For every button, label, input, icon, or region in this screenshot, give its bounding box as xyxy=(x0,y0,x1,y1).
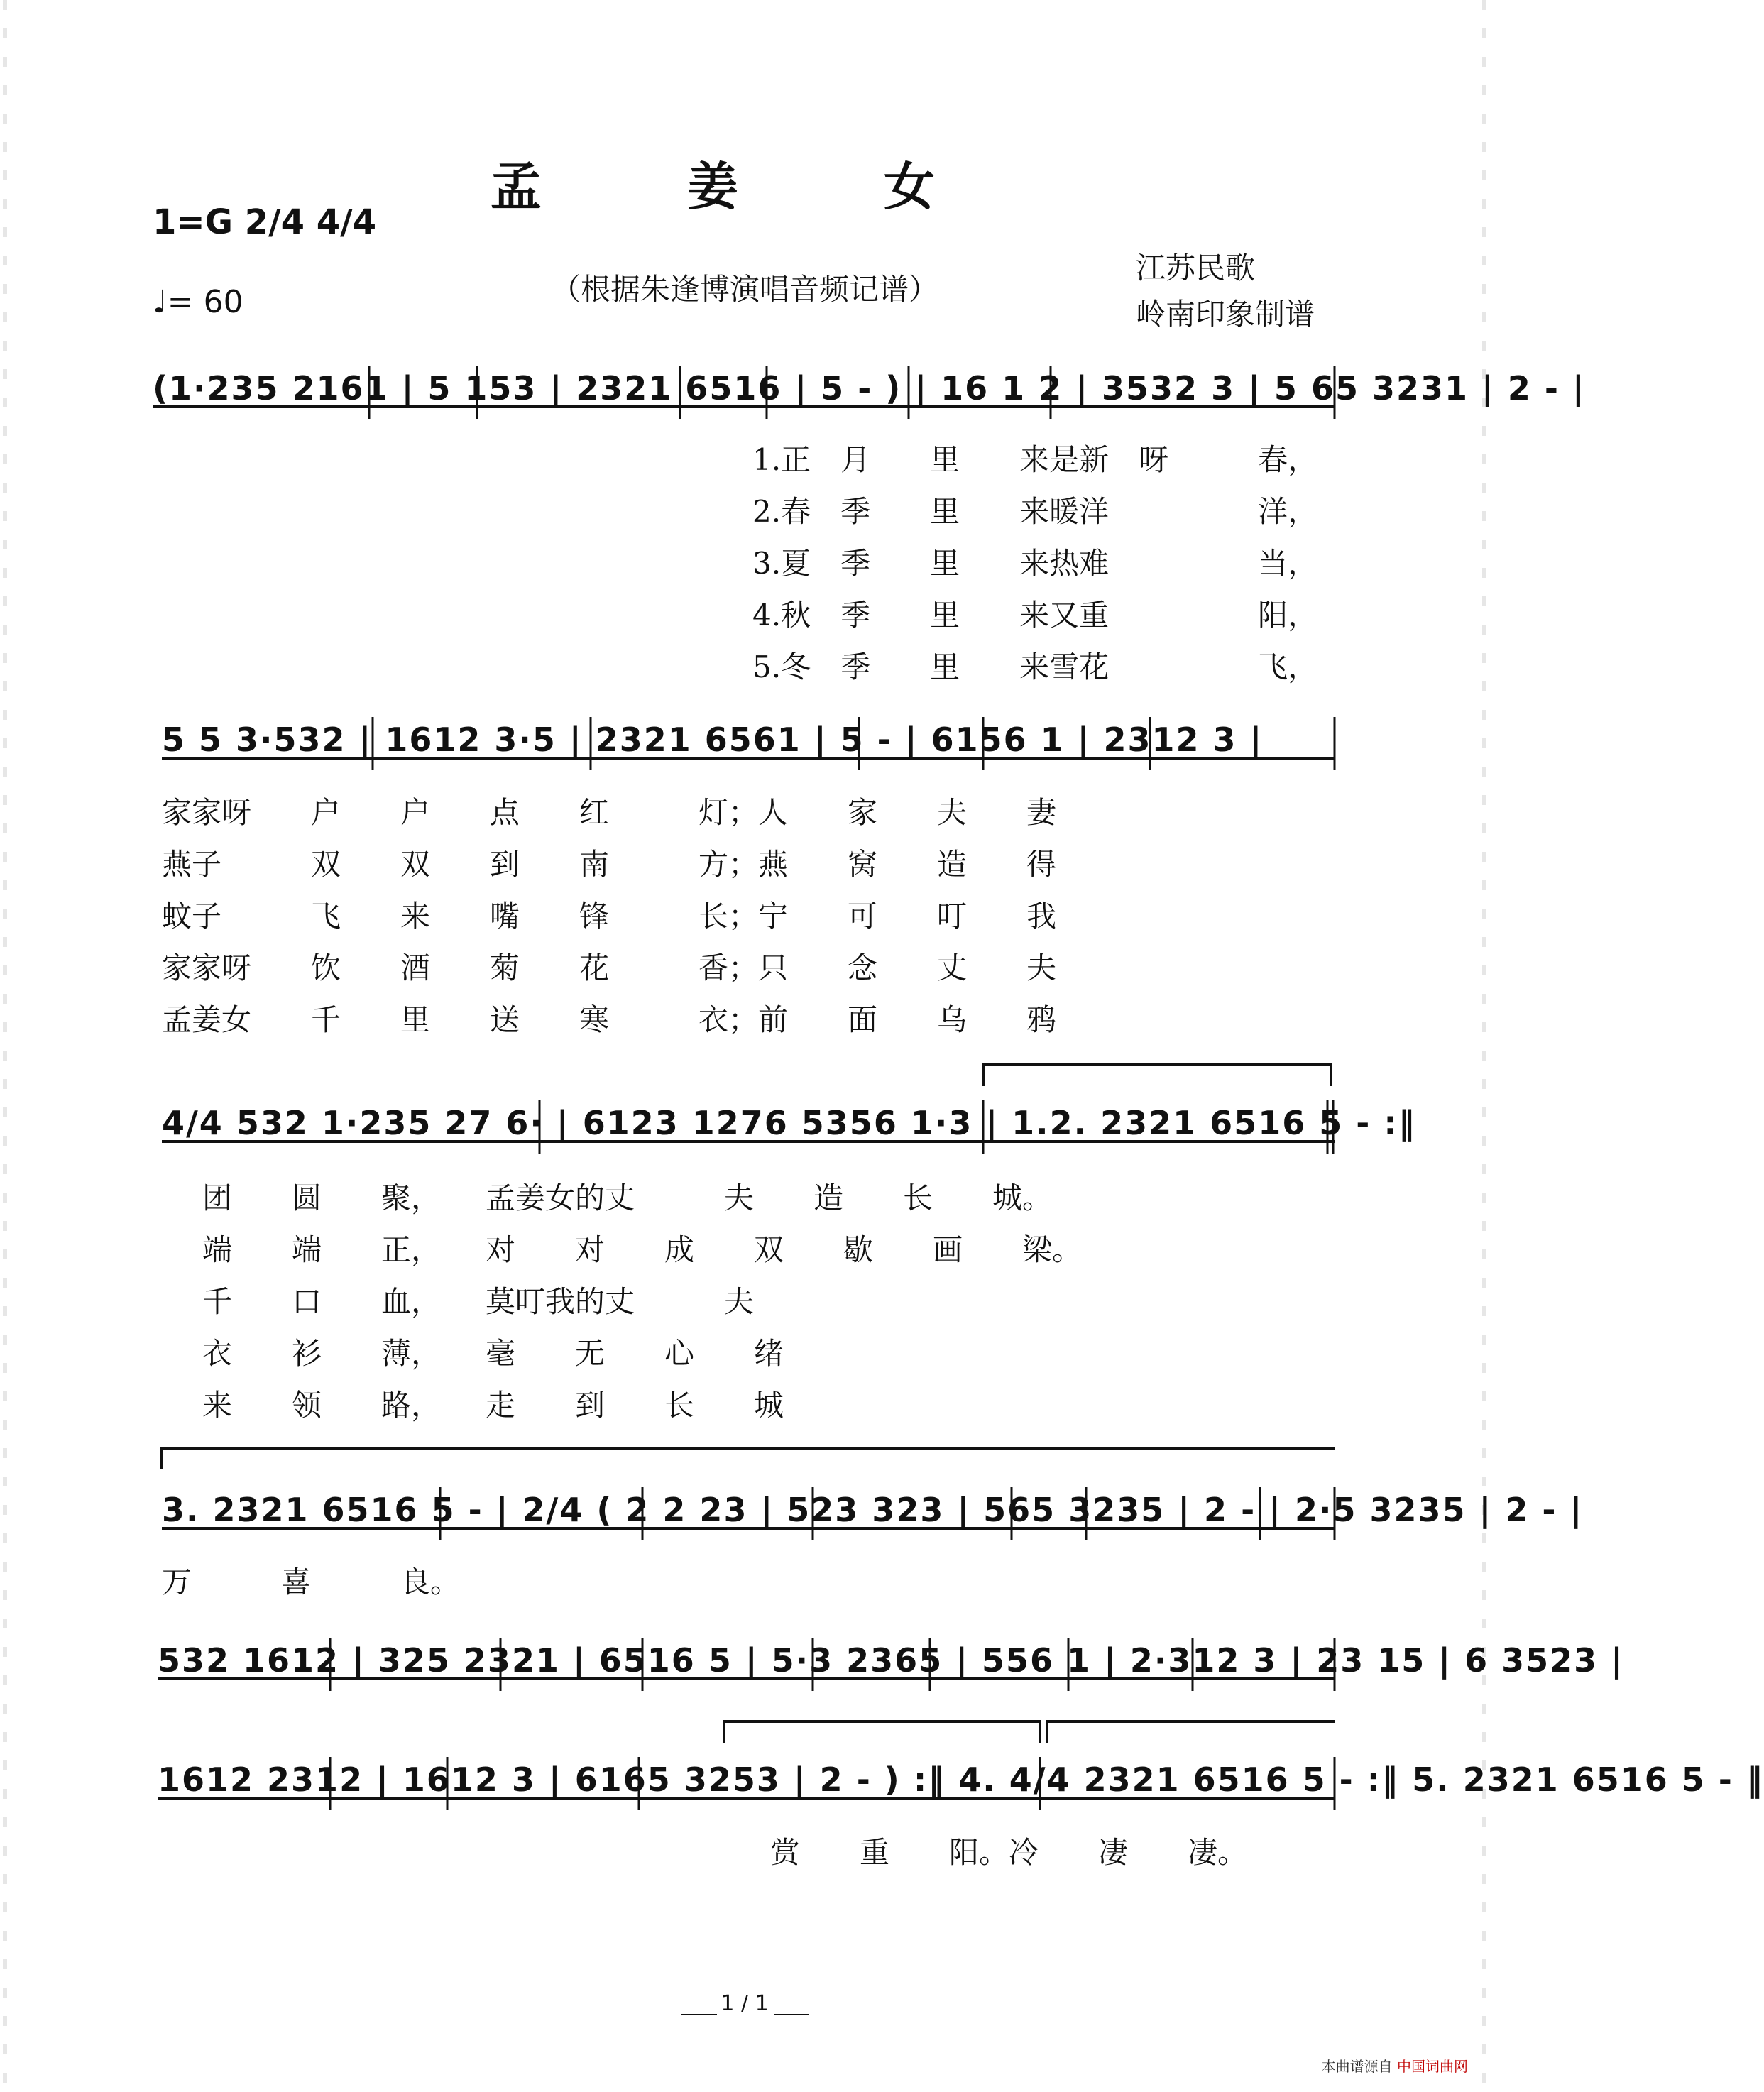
lyric-line: 1.正 月 里 来是新 呀 春， xyxy=(752,442,1318,477)
key-signature: 1=G 2/4 4/4 xyxy=(153,202,377,242)
lyric-line: 燕子 双 双 到 南 方；燕 窝 造 得 xyxy=(162,847,1057,882)
credit-origin: 江苏民歌 xyxy=(1136,251,1256,285)
tempo-marking: ♩= 60 xyxy=(153,284,243,320)
credit-arranger: 岭南印象制谱 xyxy=(1136,297,1315,332)
lyric-line: 孟姜女 千 里 送 寒 衣；前 面 乌 鸦 xyxy=(162,1002,1057,1037)
lyric-line: 团 圆 聚， 孟姜女的丈 夫 造 长 城。 xyxy=(202,1181,1053,1215)
watermark-left: 本曲谱源自 xyxy=(1321,2058,1393,2075)
notation-line-4: 3. 2321 6516 5 - | 2/4 ( 2 2 23 | 523 323 | 565 3235 | 2 - | 2·5 3235 | 2 - | xyxy=(162,1491,1584,1529)
lyric-line: 千 口 血， 莫叮我的丈 夫 xyxy=(202,1284,755,1319)
lyric-line: 5.冬 季 里 来雪花 飞， xyxy=(752,650,1318,684)
lyric-line: 2.春 季 里 来暖洋 洋， xyxy=(752,494,1318,529)
watermark-right: 中国词曲网 xyxy=(1397,2058,1468,2075)
lyric-line: 3.夏 季 里 来热难 当， xyxy=(752,546,1318,581)
lyric-line: 家家呀 饮 酒 菊 花 香；只 念 丈 夫 xyxy=(162,951,1057,985)
lyric-line: 4.秋 季 里 来又重 阳， xyxy=(752,598,1318,632)
lyric-line: 赏 重 阳。冷 凄 凄。 xyxy=(770,1835,1248,1870)
notation-line-2: 5 5 3·532 | 1612 3·5 | 2321 6561 | 5 - | 6156 1 | 2312 3 | xyxy=(162,721,1264,759)
lyric-line: 衣 衫 薄， 毫 无 心 绪 xyxy=(202,1336,784,1371)
notation-line-1: (1·235 2161 | 5 153 | 2321 6516 | 5 - ) | 16 1 2 | 3532 3 | 5 65 3231 | 2 - | xyxy=(153,369,1586,407)
source-note: （根据朱逢博演唱音频记谱） xyxy=(550,272,938,307)
lyric-line: 蚊子 飞 来 嘴 锋 长；宁 可 叮 我 xyxy=(162,899,1057,933)
notation-line-5: 532 1612 | 325 2321 | 6516 5 | 5·3 2365 | 556 1 | 2·312 3 | 23 15 | 6 3523 | xyxy=(158,1641,1624,1680)
lyric-line: 来 领 路， 走 到 长 城 xyxy=(202,1388,784,1423)
lyric-line: 家家呀 户 户 点 红 灯；人 家 夫 妻 xyxy=(162,795,1057,830)
page-number: 1 / 1 xyxy=(721,1991,769,2016)
notation-line-6: 1612 2312 | 1612 3 | 6165 3253 | 2 - ) :‖ 4. 4/4 2321 6516 5 - :‖ 5. 2321 6516 5 - ‖ xyxy=(158,1760,1764,1799)
page-title: 孟 姜 女 xyxy=(490,156,999,217)
lyric-line: 端 端 正， 对 对 成 双 歇 画 梁。 xyxy=(202,1232,1083,1267)
lyric-line: 万 喜 良。 xyxy=(162,1565,461,1599)
site-watermark xyxy=(1322,2055,1468,2076)
notation-line-3: 4/4 532 1·235 27 6· | 6123 1276 5356 1·3 | 1.2. 2321 6516 5 - :‖ xyxy=(162,1104,1416,1142)
